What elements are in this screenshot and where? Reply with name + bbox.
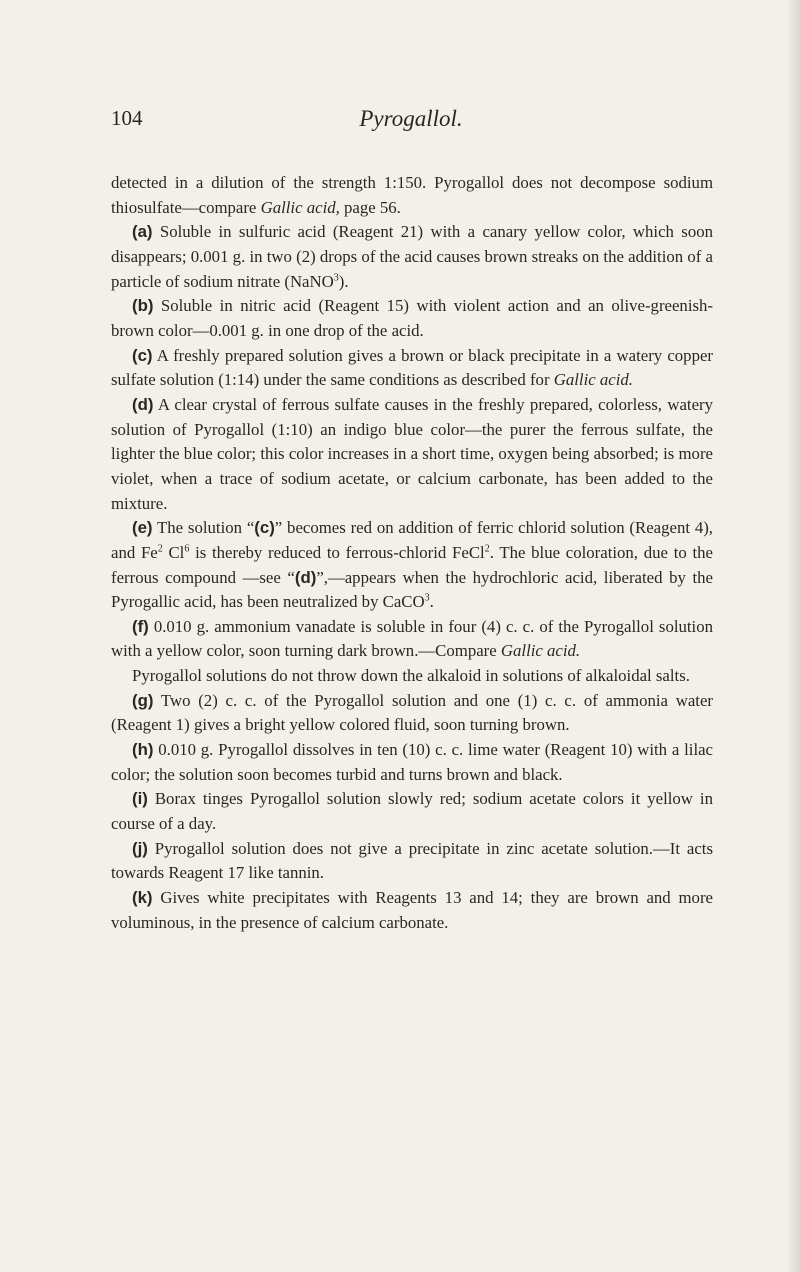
paragraph — [111, 171, 713, 220]
text-run: A freshly prepared solution gives a brown or black precipitate in a watery copper sulfate solution (1:14) under the same conditions as described for — [111, 345, 713, 390]
text-run: . The blue coloration, due to the ferrous compound —see “ — [111, 542, 713, 587]
italic-reference: Gallic acid. — [500, 641, 581, 661]
text-run: Soluble in nitric acid (Reagent 15) with violent action and an olive-greenish-brown color—0.001 g. in one drop of the acid. — [111, 296, 713, 340]
text-run: page 56. — [339, 197, 401, 217]
text-run: ”,—appears when the hydrochloric acid, liberated by the Pyrogallic acid, has been neutralized by CaCO — [111, 567, 713, 612]
item-label: (e) — [132, 518, 153, 538]
item-label: (b) — [132, 296, 154, 316]
paragraph — [111, 886, 713, 935]
paragraph — [111, 516, 713, 615]
item-label: (c) — [254, 518, 275, 538]
item-label: (j) — [132, 838, 148, 858]
text-run: Pyrogallol solutions do not throw down the alkaloid in solutions of alkaloidal salts. — [132, 666, 690, 686]
text-run: Gives white precipitates with Reagents 13 and 14; they are brown and more voluminous, in the presence of calcium carbonate. — [111, 888, 713, 932]
item-label: (g) — [132, 690, 154, 710]
item-label: (f) — [132, 616, 149, 636]
item-label: (i) — [132, 789, 148, 809]
text-run: The solution “ — [152, 518, 255, 538]
paragraph — [111, 738, 713, 787]
italic-reference: Gallic acid, — [260, 197, 340, 217]
text-run: . — [429, 592, 434, 612]
page-edge-shadow — [787, 0, 801, 1272]
superscript: 6 — [184, 543, 190, 555]
text-run: ). — [338, 271, 349, 291]
text-run: Soluble in sulfuric acid (Reagent 21) with a canary yellow color, which soon disappears; 0.001 g. in two (2) drops of the acid causes brown streaks on the addition of a particle of sodium nitrate (NaNO — [111, 222, 713, 291]
text-run: ” becomes red on addition of ferric chlorid solution (Reagent 4), and Fe — [111, 518, 713, 562]
item-label: (h) — [132, 740, 154, 760]
paragraph — [111, 393, 713, 516]
item-label: (k) — [132, 888, 153, 908]
page-number: 104 — [111, 106, 143, 130]
paragraph — [111, 664, 713, 689]
text-run: 0.010 g. ammonium vanadate is soluble in four (4) c. c. of the Pyrogallol solution with a yellow color, soon turning dark brown.—Compare — [111, 616, 713, 661]
running-title: Pyrogallol. — [359, 106, 463, 131]
superscript: 3 — [333, 272, 339, 284]
text-run: 0.010 g. Pyrogallol dissolves in ten (10) c. c. lime water (Reagent 10) with a lilac color; the solution soon becomes turbid and turns brown and black. — [111, 740, 713, 784]
item-label: (d) — [294, 567, 317, 587]
text-run: Borax tinges Pyrogallol solution slowly red; sodium acetate colors it yellow in course of a day. — [111, 789, 713, 834]
italic-reference: Gallic acid. — [553, 370, 633, 390]
text-run: detected in a dilution of the strength 1:150. Pyrogallol does not decompose sodium thiosulfate—compare — [111, 173, 713, 217]
item-label: (c) — [132, 345, 153, 365]
superscript: 2 — [484, 543, 490, 555]
body-text — [111, 171, 713, 935]
paragraph — [111, 615, 713, 664]
page-header — [111, 106, 711, 136]
superscript: 3 — [424, 592, 430, 604]
item-label: (a) — [132, 222, 153, 242]
paragraph — [111, 689, 713, 738]
paragraph — [111, 837, 713, 886]
text-run: Two (2) c. c. of the Pyrogallol solution and one (1) c. c. of ammonia water (Reagent 1) gives a bright yellow colored fluid, soon turning brown. — [111, 690, 713, 735]
paragraph — [111, 220, 713, 294]
superscript: 2 — [157, 543, 163, 555]
item-label: (d) — [132, 394, 154, 414]
text-run: Pyrogallol solution does not give a precipitate in zinc acetate solution.—It acts towards Reagent 17 like tannin. — [111, 838, 713, 883]
text-run: A clear crystal of ferrous sulfate causes in the freshly prepared, colorless, watery solution of Pyrogallol (1:10) an indigo blue color—the purer the ferrous sulfate, the lighter the blue color; this color increases in a short time, oxygen being absorbed; is more violet, when a trace of sodium acetate, or calcium carbonate, has been added to the mixture. — [111, 394, 713, 513]
paragraph — [111, 344, 713, 393]
paragraph — [111, 787, 713, 836]
text-run: Cl — [162, 542, 185, 562]
paragraph — [111, 294, 713, 343]
text-run: is thereby reduced to ferrous-chlorid FeCl — [189, 542, 485, 562]
